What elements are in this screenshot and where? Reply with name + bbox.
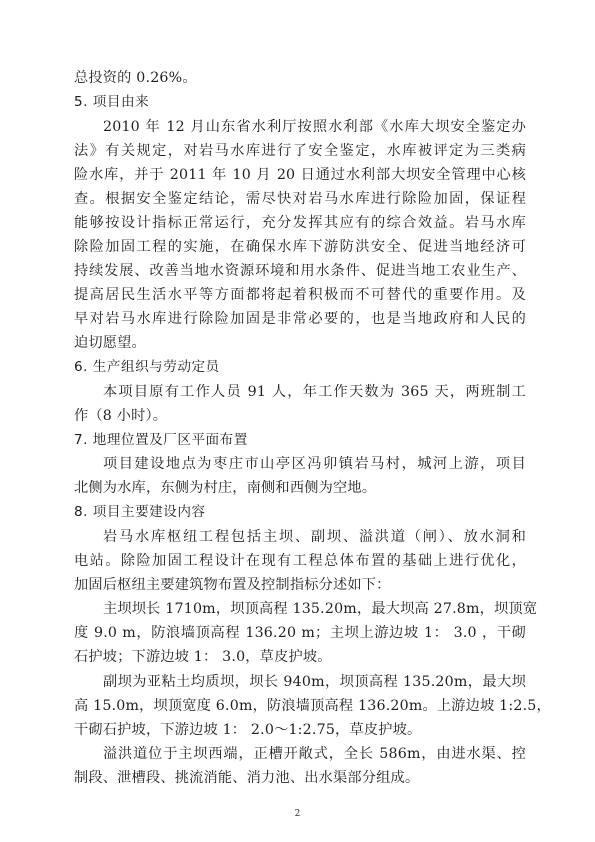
text-line: 溢洪道位于主坝西端，正槽开敞式，全长 586m，由进水渠、控 <box>103 746 526 762</box>
text-line: 高 15.0m，坝顶宽度 6.0m，防浪墙顶高程 136.20m。上游边坡 1:2.5， <box>74 698 551 714</box>
text-line: 持续发展、改善当地水资源环境和用水条件、促进当地工农业生产、 <box>74 263 526 279</box>
text-line: 能够按设计指标正常运行，充分发挥其应有的综合效益。岩马水库 <box>74 215 526 231</box>
page-number: 2 <box>294 809 301 819</box>
text-line: 度 9.0 m，防浪墙顶高程 136.20 m；主坝上游边坡 1： 3.0 ，干砌 <box>74 625 526 641</box>
section-heading: 7. 地理位置及厂区平面布置 <box>74 432 248 448</box>
text-line: 岩马水库枢纽工程包括主坝、副坝、溢洪道（闸）、放水洞和 <box>103 529 526 545</box>
section-heading: 6. 生产组织与劳动定员 <box>74 359 220 375</box>
text-line: 2010 年 12 月山东省水利厅按照水利部《水库大坝安全鉴定办 <box>103 119 526 135</box>
text-line: 迫切愿望。 <box>74 335 146 351</box>
section-heading: 8. 项目主要建设内容 <box>74 504 206 520</box>
text-line: 主坝坝长 1710m，坝顶高程 135.20m，最大坝高 27.8m，坝顶宽 <box>103 601 538 617</box>
text-line: 加固后枢纽主要建筑物布置及控制指标分述如下： <box>74 577 391 593</box>
section-heading: 5. 项目由来 <box>74 94 150 110</box>
text-line: 作（8 小时）。 <box>74 408 168 424</box>
text-line: 北侧为水库，东侧为村庄，南侧和西侧为空地。 <box>74 480 377 496</box>
text-line: 法》有关规定，对岩马水库进行了安全鉴定，水库被评定为三类病 <box>74 143 526 159</box>
text-line: 电站。除险加固工程设计在现有工程总体布置的基础上进行优化， <box>74 553 526 569</box>
text-line: 项目建设地点为枣庄市山亭区冯卯镇岩马村，城河上游，项目 <box>103 456 526 472</box>
text-line: 副坝为亚粘土均质坝，坝长 940m，坝顶高程 135.20m，最大坝 <box>103 674 526 690</box>
text-line: 查。根据安全鉴定结论，需尽快对岩马水库进行除险加固，保证程 <box>74 191 526 207</box>
text-line: 险水库，并于 2011 年 10 月 20 日通过水利部大坝安全管理中心核 <box>74 167 526 183</box>
text-line: 石护坡；下游边坡 1： 3.0，草皮护坡。 <box>74 649 332 665</box>
text-line: 除险加固工程的实施，在确保水库下游防洪安全、促进当地经济可 <box>74 239 526 255</box>
text-line: 提高居民生活水平等方面都将起着积极而不可替代的重要作用。及 <box>74 287 526 303</box>
text-line: 制段、泄槽段、挑流消能、消力池、出水渠部分组成。 <box>74 770 420 786</box>
text-line: 早对岩马水库进行除险加固是非常必要的，也是当地政府和人民的 <box>74 311 526 327</box>
text-line: 本项目原有工作人员 91 人，年工作天数为 365 天，两班制工 <box>103 384 526 400</box>
text-line: 总投资的 0.26%。 <box>74 70 197 86</box>
text-line: 干砌石护坡，下游边坡 1： 2.0～1:2.75，草皮护坡。 <box>74 722 422 738</box>
